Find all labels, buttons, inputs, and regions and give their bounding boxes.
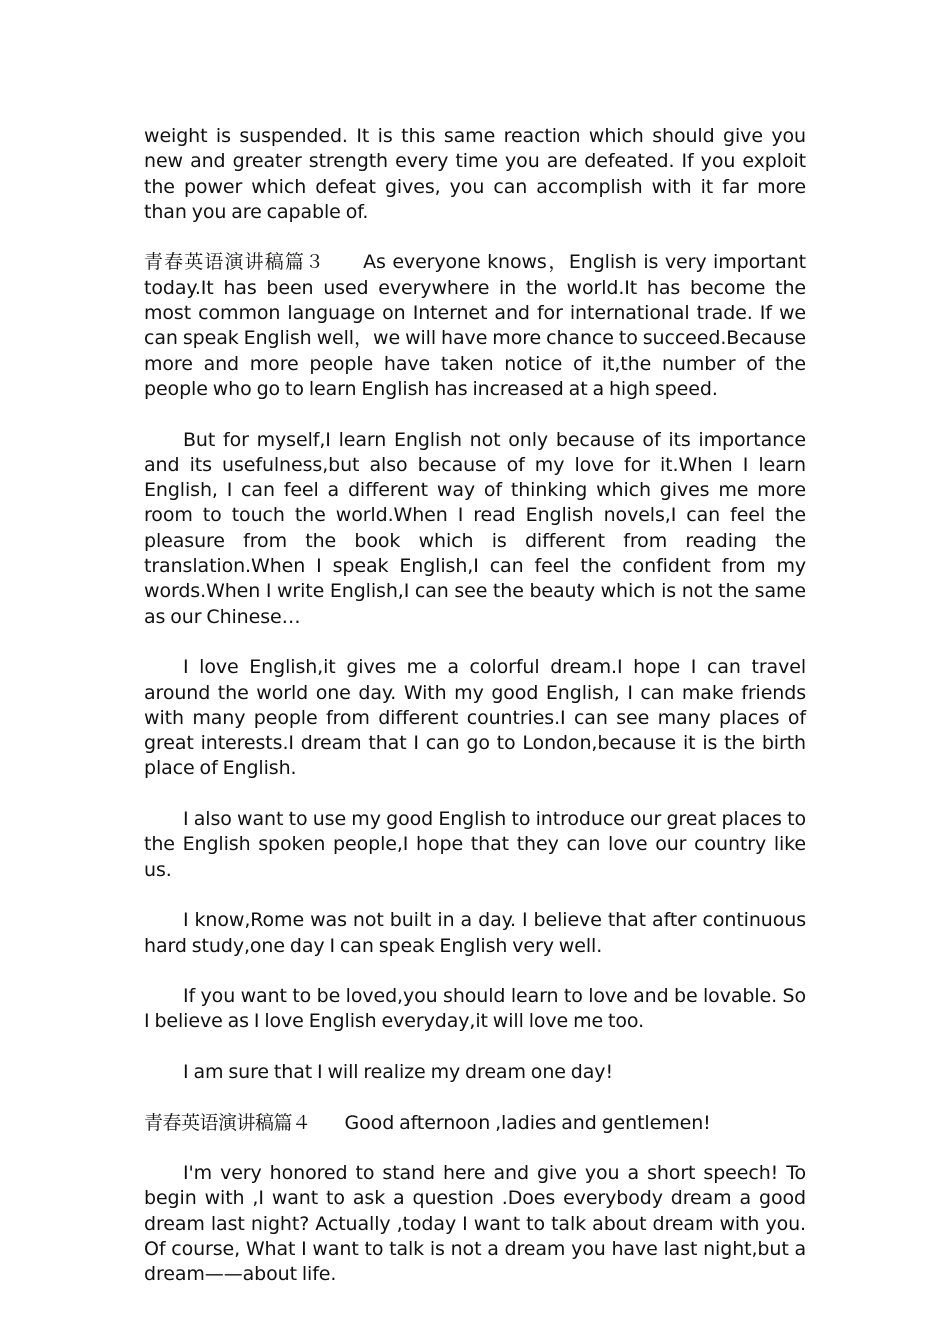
paragraph-speech-4 <box>144 1111 806 1136</box>
paragraph-speech-3 <box>144 250 806 402</box>
paragraph-introduce-places: I also want to use my good English to introduce our great places to the English spoken people,I hope that they can love our country like us. <box>144 808 806 881</box>
paragraph-rome: I know,Rome was not built in a day. I believe that after continuous hard study,one day I can speak English very well. <box>144 909 806 957</box>
paragraph-english-importance: As everyone knows，English is very important today.It has been used everywhere in the world.It has become the most common language on Internet and for international trade. If we can speak English well，we will have more chance to succeed.Because more and more people have taken notice of it,the number of the people who go to learn English has increased at a high speed. <box>144 251 806 400</box>
section-heading-3: 青春英语演讲稿篇３ <box>144 251 326 274</box>
paragraph-honored-speech: I'm very honored to stand here and give you a short speech! To begin with ,I want to ask a question .Does everybody dream a good dream last night? Actually ,today I want to talk about dream with you. Of course, What I want to talk is not a dream you have last night,but a dream——about life. <box>144 1162 806 1286</box>
paragraph-defeat-strength: weight is suspended. It is this same reaction which should give you new and greater strength every time you are defeated. If you exploit the power which defeat gives, you can accomplish with it far more than you are capable of. <box>144 125 806 223</box>
paragraph-love-english: But for myself,I learn English not only because of its importance and its usefulness,but also because of my love for it.When I learn English, I can feel a different way of thinking which gives me more room to touch the world.When I read English novels,I can feel the pleasure from the book which is different from reading the translation.When I speak English,I can feel the confident from my words.When I write English,I can see the beauty which is not the same as our Chinese… <box>144 428 806 628</box>
section-heading-4: 青春英语演讲稿篇４ <box>144 1111 311 1134</box>
paragraph-be-loved: If you want to be loved,you should learn to love and be lovable. So I believe as I love English everyday,it will love me too. <box>144 985 806 1033</box>
paragraph-realize-dream: I am sure that I will realize my dream one day! <box>183 1060 613 1083</box>
document-page <box>144 124 806 1313</box>
paragraph-colorful-dream: I love English,it gives me a colorful dream.I hope I can travel around the world one day. With my good English, I can make friends with many people from different countries.I can see many places of great interests.I dream that I can go to London,because it is the birth place of English. <box>144 656 806 780</box>
paragraph-greeting: Good afternoon ,ladies and gentlemen! <box>344 1111 711 1134</box>
